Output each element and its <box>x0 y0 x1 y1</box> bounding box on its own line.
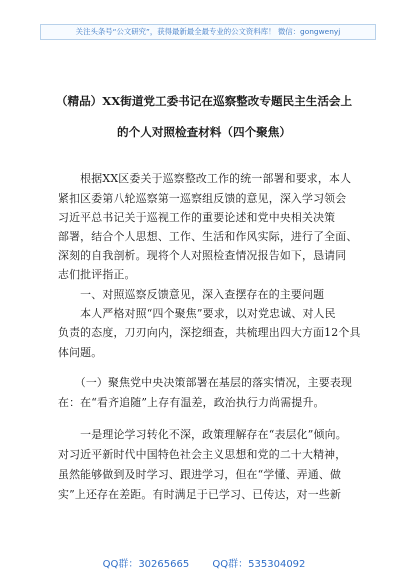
section-heading: 一、对照巡察反馈意见，深入查摆存在的主要问题 <box>58 288 325 301</box>
body-line: 习近平总书记关于巡视工作的重要论述和党中央相关决策 <box>58 211 336 224</box>
promo-banner: 关注头条号“公文研究”，获得最新最全最专业的公文资料库！ 微信：gongwenyj <box>40 24 376 40</box>
document-title-line-1: （精品）XX街道党工委书记在巡察整改专题民主生活会上 <box>55 94 353 108</box>
body-line: 根据XX区委关于巡察整改工作的统一部署和要求，本人 <box>58 172 352 185</box>
body-line: 一是理论学习转化不深，政策理解存在“表层化”倾向。 <box>58 428 347 441</box>
body-line: 部署，结合个人思想、工作、生活和作风实际，进行了全面、 <box>58 230 358 243</box>
body-line: 体问题。 <box>58 346 103 359</box>
body-line: 本人严格对照“四个聚焦”要求，以对党忠诚、对人民 <box>58 307 336 320</box>
body-line: 志们批评指正。 <box>58 268 136 281</box>
body-line: 对习近平新时代中国特色社会主义思想和党的二十大精神， <box>58 448 347 461</box>
body-line: 负责的态度，刀刃向内，深挖细查，共梳理出四大方面12个具 <box>58 326 361 339</box>
body-line: 实”上还存在差距。有时满足于已学习、已传达，对一些新 <box>58 488 342 501</box>
body-line: 在：在“看齐追随”上存有温差，政治执行力尚需提升。 <box>58 396 325 409</box>
body-line: 深刻的自我剖析。现将个人对照检查情况报告如下，恳请同 <box>58 249 347 262</box>
footer-qq-group-1: QQ群：30265665 <box>102 559 190 570</box>
body-line: 虽然能够做到及时学习、跟进学习，但在“学懂、弄通、做 <box>58 468 342 481</box>
document-title-line-2: 的个人对照检查材料（四个聚焦） <box>117 125 291 139</box>
footer-qq-group-2: QQ群：535304092 <box>212 559 306 570</box>
body-line: 紧扣区委第八轮巡察第一巡察组反馈的意见，深入学习领会 <box>58 192 347 205</box>
footer-contacts <box>0 555 408 570</box>
body-line: （一）聚焦党中央决策部署在基层的落实情况，主要表现 <box>58 376 352 389</box>
